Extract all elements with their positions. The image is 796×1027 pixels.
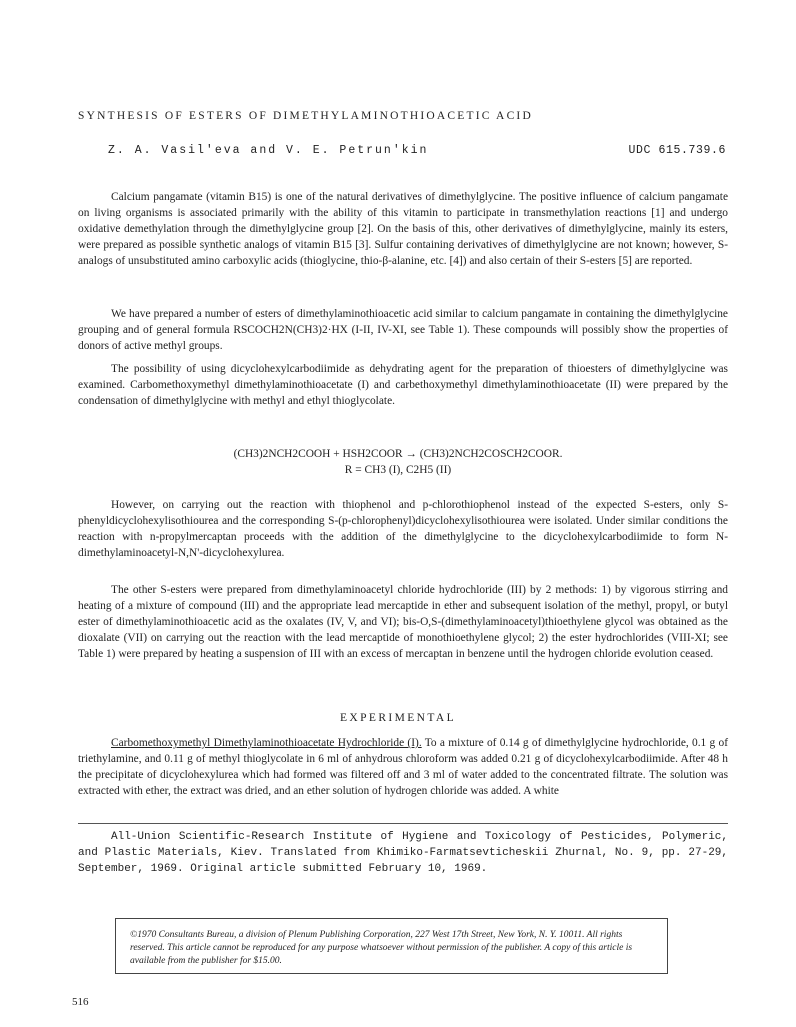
copyright-notice: ©1970 Consultants Bureau, a division of Plenum Publishing Corporation, 227 West 17th Street, New York, N. Y. 10011. All rights reserved. This article cannot be reproduced for any purpose whatsoever without permission of the publisher. A copy of this article is available from the publisher for $15.00. — [130, 930, 633, 966]
compound-subheading: Carbomethoxymethyl Dimethylaminothioacetate Hydrochloride (I). — [111, 737, 422, 749]
reaction-equation: (CH3)2NCH2COOH + HSH2COOR → (CH3)2NCH2COSCH2COOR. — [233, 448, 563, 460]
article-title: SYNTHESIS OF ESTERS OF DIMETHYLAMINOTHIOACETIC ACID — [78, 110, 533, 122]
body-paragraph-s-esters: The other S-esters were prepared from dimethylaminoacetyl chloride hydrochloride (III) by 2 methods: 1) by vigorous stirring and heating of a mixture of compound (III) and the appropriate lead mercaptide in ether and subsequent isolation of the methyl, propyl, or butyl ester of dimethylaminothioacetic acid as the oxalates (IV, V, and VI); bis-O,S-(dimethylaminoacetyl)thioethylene glycol was obtained as the dioxalate (VII) on carrying out the reaction with the lead mercaptide of monothioethylene glycol; 2) the ester hydrochlorides (VIII-XI; see Table 1) were prepared by heating a suspension of III with an excess of mercaptan in benzene until the hydrogen chloride evolution ceased. — [78, 584, 728, 660]
section-heading-experimental: EXPERIMENTAL — [339, 712, 457, 724]
article-authors: Z. A. Vasil'eva and V. E. Petrun'kin — [108, 144, 429, 157]
udc-code: UDC 615.739.6 — [628, 144, 726, 157]
page-number: 516 — [72, 996, 89, 1008]
body-paragraph-intro: Calcium pangamate (vitamin B15) is one of the natural derivatives of dimethylglycine. The positive influence of calcium pangamate on living organisms is associated primarily with the ability of this vitamin to participate in transmethylation reactions [1] and undergo oxidative demethylation through the dimethylglycine group [2]. On the basis of this, other derivatives of dimethylglycine, mainly its esters, were prepared as possible synthetic analogs of vitamin B15 [3]. Sulfur containing derivatives of dimethylglycine are not known; however, S-analogs of unsubstituted amino carboxylic acids (thioglycine, thio-β-alanine, etc. [4]) and also certain of their S-esters [5] are reported. — [78, 191, 728, 267]
body-paragraph-general-formula: We have prepared a number of esters of dimethylaminothioacetic acid similar to calcium pangamate in containing the dimethylglycine grouping and of general formula RSCOCH2N(CH3)2·HX (I-II, IV-XI, see Table 1). These compounds will possibly show the properties of donors of active methyl groups. — [78, 308, 728, 352]
body-paragraph-experimental — [78, 735, 728, 799]
copyright-box — [115, 918, 668, 974]
reaction-substituents: R = CH3 (I), C2H5 (II) — [344, 464, 452, 476]
footnote-divider — [78, 823, 728, 824]
body-paragraph-dehydrating-agent: The possibility of using dicyclohexylcarbodiimide as dehydrating agent for the preparation of thioesters of dimethylglycine was examined. Carbomethoxymethyl dimethylaminothioacetate (I) and carbethoxymethyl dimethylaminothioacetate (II) were prepared by the condensation of dimethylglycine with methyl and ethyl thioglycolate. — [78, 363, 728, 407]
body-paragraph-thiophenol: However, on carrying out the reaction with thiophenol and p-chlorothiophenol instead of the expected S-esters, only S-phenyldicyclohexylisothiourea and the corresponding S-(p-chlorophenyl)dicyclohexylisothiourea were isolated. Under similar conditions the reaction with n-propylmercaptan proceeds with the addition of the dimethylglycine to the dicyclohexylcarbodiimide to form N-dimethylaminoacetyl-N,N'-dicyclohexylurea. — [78, 499, 728, 559]
affiliation-footnote: All-Union Scientific-Research Institute of Hygiene and Toxicology of Pesticides, Polymeric, and Plastic Materials, Kiev. Translated from Khimiko-Farmatsevticheskii Zhurnal, No. 9, pp. 27-29, September, 1969. Original article submitted February 10, 1969. — [78, 831, 728, 875]
experimental-text: To a mixture of 0.14 g of dimethylglycine hydrochloride, 0.1 g of triethylamine, and 0.11 g of methyl thioglycolate in 6 ml of anhydrous chloroform was added 0.21 g of dicyclohexylcarbodiimide. After 48 h the precipitate of dicyclohexylurea which had formed was filtered off and 3 ml of water added to the concentrated filtrate. The solution was extracted with ether, the extract was dried, and an ether solution of hydrogen chloride was added. A white — [78, 737, 728, 797]
